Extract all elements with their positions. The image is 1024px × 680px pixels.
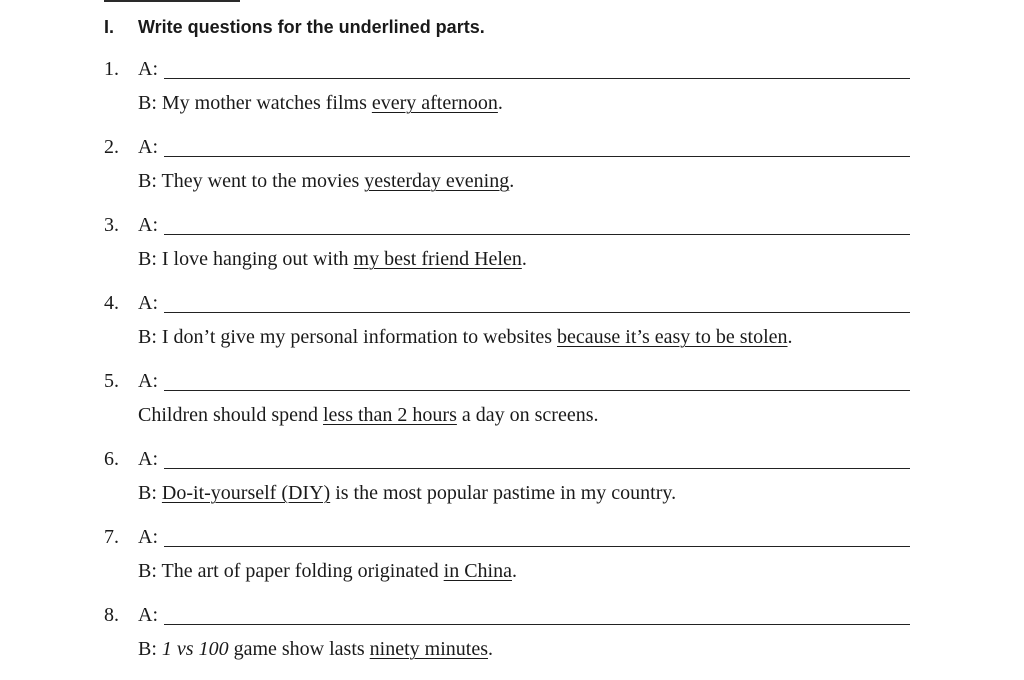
item-number: 2. — [104, 136, 119, 158]
sentence-prefix: Children should spend — [138, 404, 323, 426]
answer-blank[interactable] — [164, 156, 910, 157]
underlined-part: because it’s easy to be stolen — [557, 326, 788, 348]
answer-blank[interactable] — [164, 390, 910, 391]
sentence-prefix: B: — [138, 638, 162, 660]
item-number: 3. — [104, 214, 119, 236]
question-item-5 — [104, 368, 910, 446]
speaker-a-label: A: — [138, 58, 158, 80]
top-rule — [104, 0, 240, 2]
item-number: 4. — [104, 292, 119, 314]
answer-blank[interactable] — [164, 624, 910, 625]
exercise-instruction: Write questions for the underlined parts. — [138, 17, 485, 37]
worksheet — [104, 56, 910, 680]
exercise-heading — [104, 17, 485, 38]
answer-blank[interactable] — [164, 312, 910, 313]
speaker-a-label: A: — [138, 292, 158, 314]
answer-blank[interactable] — [164, 78, 910, 79]
answer-sentence — [104, 560, 910, 583]
question-item-4 — [104, 290, 910, 368]
sentence-prefix: B: My mother watches films — [138, 92, 372, 114]
speaker-a-label: A: — [138, 604, 158, 626]
answer-sentence — [104, 326, 910, 349]
answer-blank[interactable] — [164, 234, 910, 235]
sentence-suffix: . — [497, 92, 503, 114]
sentence-suffix: . — [509, 170, 515, 192]
underlined-part: less than 2 hours — [323, 404, 457, 426]
answer-sentence — [104, 404, 910, 427]
item-number: 5. — [104, 370, 119, 392]
sentence-suffix: a day on screens. — [456, 404, 599, 426]
question-item-3 — [104, 212, 910, 290]
item-number: 7. — [104, 526, 119, 548]
underlined-part: in China — [443, 560, 512, 582]
sentence-prefix: B: I love hanging out with — [138, 248, 354, 270]
sentence-middle: game show lasts — [228, 638, 370, 660]
exercise-numeral: I. — [104, 17, 115, 37]
sentence-prefix: B: The art of paper folding originated — [138, 560, 444, 582]
answer-sentence — [104, 482, 910, 505]
speaker-a-label: A: — [138, 526, 158, 548]
underlined-part: ninety minutes — [369, 638, 488, 660]
question-item-8 — [104, 602, 910, 680]
question-item-6 — [104, 446, 910, 524]
show-title: 1 vs 100 — [161, 638, 229, 660]
question-item-7 — [104, 524, 910, 602]
sentence-prefix: B: I don’t give my personal information to websites — [138, 326, 558, 348]
item-number: 6. — [104, 448, 119, 470]
sentence-suffix: . — [488, 638, 493, 660]
underlined-part: yesterday evening — [364, 170, 510, 192]
item-number: 1. — [104, 58, 119, 80]
speaker-a-label: A: — [138, 214, 158, 236]
underlined-part: Do-it-yourself (DIY) — [161, 482, 331, 504]
sentence-suffix: . — [787, 326, 793, 348]
answer-blank[interactable] — [164, 468, 910, 469]
speaker-a-label: A: — [138, 370, 158, 392]
answer-sentence — [104, 638, 910, 661]
sentence-suffix: . — [521, 248, 527, 270]
sentence-suffix: . — [512, 560, 517, 582]
answer-sentence — [104, 248, 910, 271]
sentence-prefix: B: They went to the movies — [138, 170, 365, 192]
question-item-2 — [104, 134, 910, 212]
sentence-suffix: is the most popular pastime in my country. — [330, 482, 677, 504]
answer-blank[interactable] — [164, 546, 910, 547]
question-item-1 — [104, 56, 910, 134]
sentence-prefix: B: — [138, 482, 162, 504]
item-number: 8. — [104, 604, 119, 626]
answer-sentence — [104, 170, 910, 193]
underlined-part: every afternoon — [371, 92, 498, 114]
answer-sentence — [104, 92, 910, 115]
speaker-a-label: A: — [138, 136, 158, 158]
underlined-part: my best friend Helen — [353, 248, 522, 270]
speaker-a-label: A: — [138, 448, 158, 470]
